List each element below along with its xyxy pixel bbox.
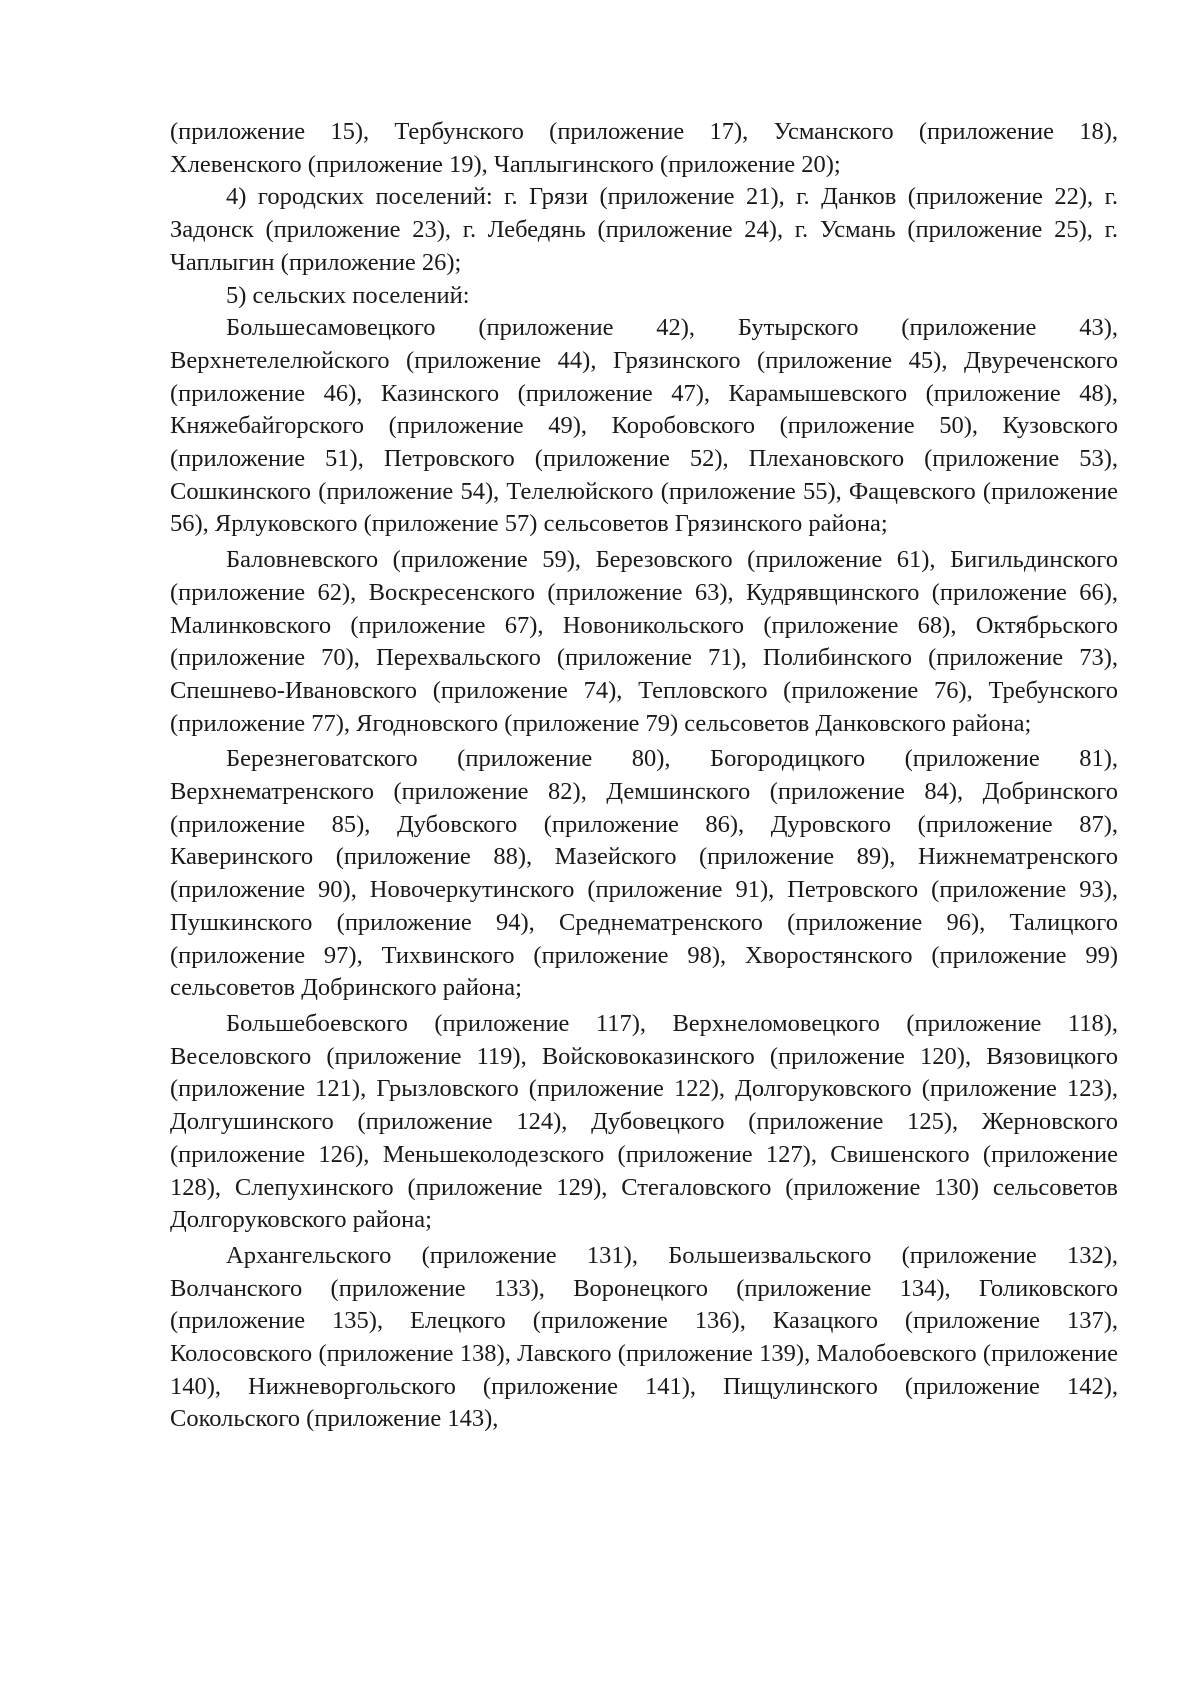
paragraph-urban-settlements: 4) городских поселений: г. Грязи (приложение 21), г. Данков (приложение 22), г. Задонск (приложение 23), г. Лебедянь (приложение 24), г. Усмань (приложение 25), г. Чаплыгин (приложение 26); — [170, 183, 1118, 276]
paragraph-dankovsky-district: Баловневского (приложение 59), Березовского (приложение 61), Бигильдинского (приложение 62), Воскресенского (приложение 63), Кудрявщинского (приложение 66), Малинковского (приложение 67), Новоникольского (приложение 68), Октябрьского (приложение 70), Перехвальского (приложение 71), Полибинского (приложение 73), Спешнево-Ивановского (приложение 74), Тепловского (приложение 76), Требунского (приложение 77), Ягодновского (приложение 79) сельсоветов Данковского района; — [170, 546, 1118, 737]
paragraph-dobrinsky-district: Березнеговатского (приложение 80), Богородицкого (приложение 81), Верхнематренского (приложение 82), Демшинского (приложение 84), Добринского (приложение 85), Дубовского (приложение 86), Дуровского (приложение 87), Каверинского (приложение 88), Мазейского (приложение 89), Нижнематренского (приложение 90), Новочеркутинского (приложение 91), Петровского (приложение 93), Пушкинского (приложение 94), Среднематренского (приложение 96), Талицкого (приложение 97), Тихвинского (приложение 98), Хворостянского (приложение 99) сельсоветов Добринского района; — [170, 745, 1118, 1002]
paragraph-dolgorukovsky-district: Большебоевского (приложение 117), Верхнеломовецкого (приложение 118), Веселовского (приложение 119), Войсковоказинского (приложение 120), Вязовицкого (приложение 121), Грызловского (приложение 122), Долгоруковского (приложение 123), Долгушинского (приложение 124), Дубовецкого (приложение 125), Жерновского (приложение 126), Меньшеколодезского (приложение 127), Свишенского (приложение 128), Слепухинского (приложение 129), Стегаловского (приложение 130) сельсоветов Долгоруковского района; — [170, 1009, 1118, 1234]
paragraph-rural-settlements-heading: 5) сельских поселений: — [226, 281, 470, 309]
document-body — [170, 116, 1118, 1436]
paragraph-yeletsky-district: Архангельского (приложение 131), Большеизвальского (приложение 132), Волчанского (приложение 133), Воронецкого (приложение 134), Голиковского (приложение 135), Елецкого (приложение 136), Казацкого (приложение 137), Колосовского (приложение 138), Лавского (приложение 139), Малобоевского (приложение 140), Нижневоргольского (приложение 141), Пищулинского (приложение 142), Сокольского (приложение 143), — [170, 1241, 1118, 1433]
paragraph-continuation: (приложение 15), Тербунского (приложение 17), Усманского (приложение 18), Хлевенского (приложение 19), Чаплыгинского (приложение 20); — [170, 118, 1118, 178]
paragraph-gryazinsky-district: Большесамовецкого (приложение 42), Бутырского (приложение 43), Верхнетелелюйского (приложение 44), Грязинского (приложение 45), Двуреченского (приложение 46), Казинского (приложение 47), Карамышевского (приложение 48), Княжебайгорского (приложение 49), Коробовского (приложение 50), Кузовского (приложение 51), Петровского (приложение 52), Плехановского (приложение 53), Сошкинского (приложение 54), Телелюйского (приложение 55), Фащевского (приложение 56), Ярлуковского (приложение 57) сельсоветов Грязинского района; — [170, 314, 1118, 538]
